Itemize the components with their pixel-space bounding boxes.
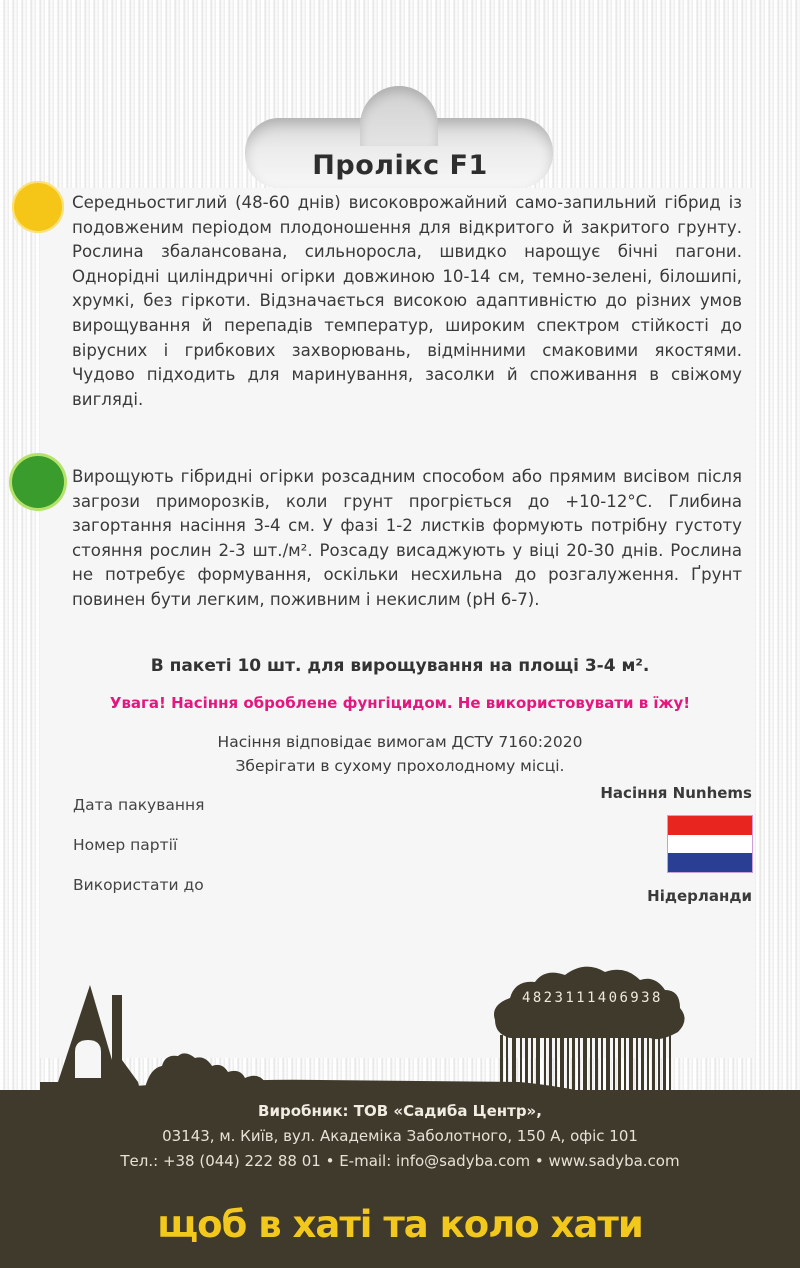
fungicide-warning: Увага! Насіння оброблене фунгіцидом. Не використовувати в їжу! [109, 694, 691, 712]
storage-text: Зберігати в сухому прохолодному місці. [235, 757, 565, 775]
standard-text: Насіння відповідає вимогам ДСТУ 7160:2020 [217, 733, 583, 751]
netherlands-flag-icon [667, 815, 753, 873]
green-dot-icon [12, 456, 64, 508]
growing-instructions: Вирощують гібридні огірки розсадним способом або прямим висівом після загрози приморозків, коли грунт прогріється до +10-12°С. Глибина загортання насіння 3-4 см. У фазі 1-2 листків формують потрібну густоту стояння рослин 2-3 шт./м². Розсаду висаджують у віці 20-30 днів. Рослина не потребує формування, оскільки несхильна до розгалуження. Ґрунт повинен бути легким, поживним і некислим (рН 6-7). [72, 467, 742, 609]
product-title: Пролікс F1 [312, 150, 488, 181]
landscape-barcode-illustration [0, 940, 800, 1110]
package-info: В пакеті 10 шт. для вирощування на площі 3-4 м². [150, 656, 650, 676]
seed-brand: Насіння Nunhems [600, 784, 752, 802]
pack-date-label: Дата пакування [73, 796, 205, 814]
use-by-label: Використати до [73, 876, 204, 894]
manufacturer-address: 03143, м. Київ, вул. Академіка Заболотного, 150 А, офіс 101 [162, 1127, 638, 1145]
barcode-number: 4823111406938 [522, 990, 663, 1006]
manufacturer-contacts: Тел.: +38 (044) 222 88 01 • E-mail: info@sadyba.com • www.sadyba.com [120, 1152, 680, 1170]
manufacturer: Виробник: ТОВ «Садиба Центр», [258, 1102, 542, 1120]
standards-block [0, 730, 800, 778]
yellow-dot-icon [12, 181, 64, 233]
origin-country: Нідерланди [647, 887, 752, 905]
batch-number-label: Номер партії [73, 836, 178, 854]
product-description: Середньостиглий (48-60 днів) високоврожайний само-запильний гібрид із подовженим періодом плодоношення для відкритого й закритого грунту. Рослина збалансована, сильноросла, швидко нарощує бічні пагони. Однорідні циліндричні огірки довжиною 10-14 см, темно-зелені, білошипі, хрумкі, без гіркоти. Відзначається високою адаптивністю до різних умов вирощування й перепадів температур, широким спектром стійкості до вірусних і грибкових захворювань, відмінними смаковими якостями. Чудово підходить для маринування, засолки й споживання в свіжому вигляді. [72, 193, 742, 409]
brand-slogan: щоб в хаті та коло хати [157, 1203, 643, 1246]
